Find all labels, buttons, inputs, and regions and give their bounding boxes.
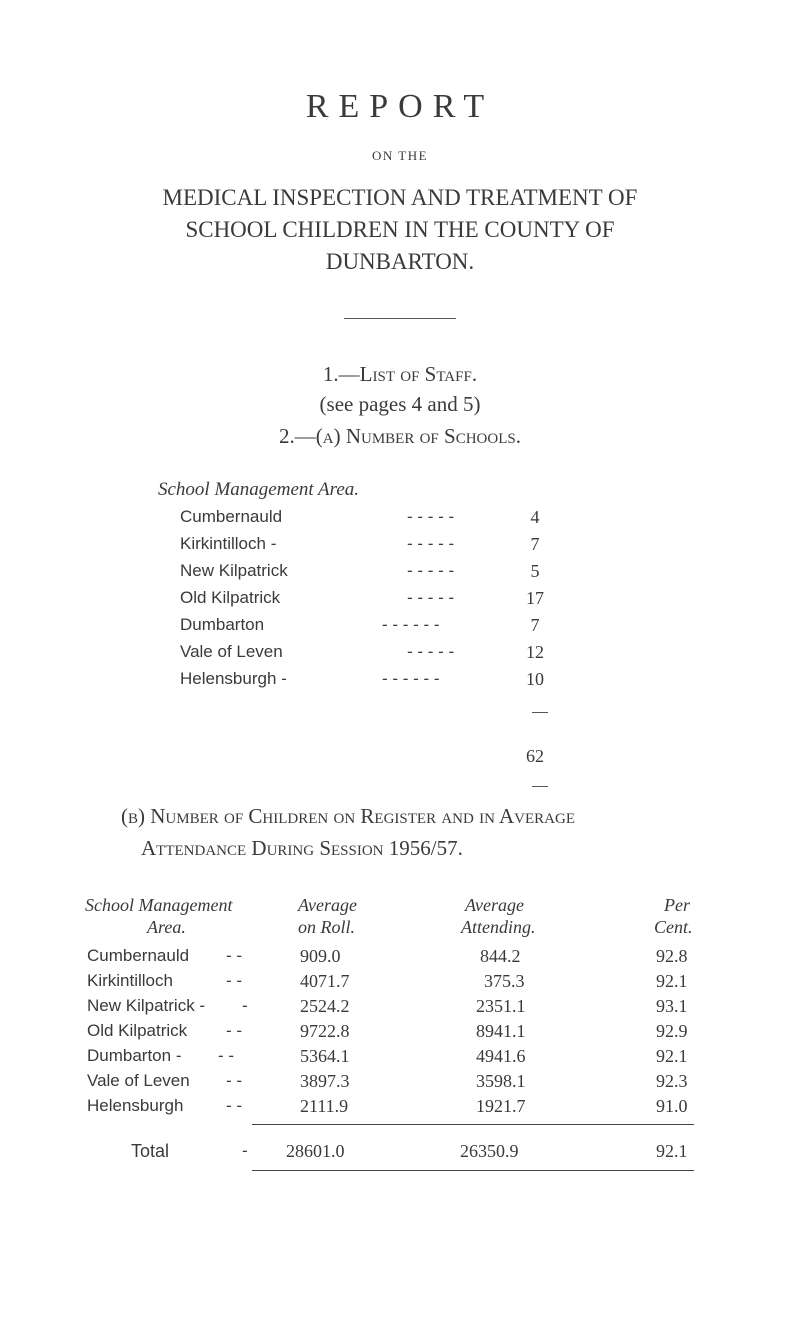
average-attending: 3598.1 — [476, 1071, 526, 1091]
total-average-on-roll: 28601.0 — [286, 1141, 345, 1161]
col-header-area-sub: Area. — [147, 917, 186, 937]
schools-total: 62 — [526, 746, 544, 766]
col-header-roll: Average — [298, 895, 357, 915]
schools-row — [180, 534, 555, 561]
register-heading-line-1: (b) Number of Children on Register and in Average — [121, 804, 575, 828]
per-cent: 92.1 — [656, 971, 688, 991]
leader-dashes: - - — [226, 971, 243, 990]
col-header-percent: Per — [664, 895, 690, 915]
school-count: 7 — [530, 615, 540, 635]
staff-list-note: (see pages 4 and 5) — [319, 392, 481, 416]
total-rule-bottom — [252, 1170, 694, 1171]
per-cent: 93.1 — [656, 996, 688, 1016]
leader-dashes: - — [242, 1141, 248, 1160]
area-name: Cumbernauld — [180, 507, 283, 526]
main-title-line-3: DUNBARTON. — [325, 249, 475, 274]
area-name: Vale of Leven — [180, 642, 283, 661]
school-count: 7 — [530, 534, 540, 554]
schools-row — [180, 588, 555, 615]
leader-dashes: - - — [218, 1046, 235, 1065]
leader-dashes: - - - - - — [407, 534, 455, 553]
total-average-attending: 26350.9 — [460, 1141, 519, 1161]
school-count: 12 — [526, 642, 544, 662]
leader-dashes: - - - - - — [407, 561, 455, 580]
col-header-attending-sub: Attending. — [461, 917, 536, 937]
main-title — [0, 182, 800, 278]
average-on-roll: 4071.7 — [300, 971, 350, 991]
school-count: 4 — [530, 507, 540, 527]
area-name: Kirkintilloch - — [180, 534, 277, 553]
school-count: 17 — [526, 588, 544, 608]
area-name: Cumbernauld — [87, 946, 190, 965]
leader-dashes: - - - - - - — [382, 615, 440, 634]
leader-dashes: - - — [226, 946, 243, 965]
main-title-line-1: MEDICAL INSPECTION AND TREATMENT OF — [162, 185, 638, 210]
sum-rule-top — [532, 712, 548, 713]
area-name: Old Kilpatrick — [87, 1021, 188, 1040]
leader-dashes: - - - - - - — [382, 669, 440, 688]
schools-row — [180, 669, 555, 696]
schools-row — [180, 642, 555, 669]
average-attending: 8941.1 — [476, 1021, 526, 1041]
report-subtitle: ON THE — [371, 148, 429, 163]
area-name: Kirkintilloch — [87, 971, 173, 990]
schools-row — [180, 615, 555, 642]
number-of-schools-heading: 2.—(a) Number of Schools. — [279, 424, 521, 448]
total-rule-top — [252, 1124, 694, 1125]
title-divider — [344, 318, 456, 319]
average-on-roll: 2524.2 — [300, 996, 350, 1016]
total-label: Total — [131, 1141, 170, 1161]
area-name: Dumbarton — [180, 615, 265, 634]
area-name: New Kilpatrick - — [87, 996, 206, 1015]
total-per-cent: 92.1 — [656, 1141, 688, 1161]
average-attending: 1921.7 — [476, 1096, 526, 1116]
leader-dashes: - - — [226, 1071, 243, 1090]
report-title: REPORT — [305, 88, 495, 125]
area-name: Dumbarton - — [87, 1046, 182, 1065]
leader-dashes: - — [242, 996, 248, 1015]
area-name: Helensburgh — [87, 1096, 184, 1115]
area-name: New Kilpatrick — [180, 561, 288, 580]
average-on-roll: 9722.8 — [300, 1021, 350, 1041]
average-attending: 844.2 — [480, 946, 521, 966]
sum-rule-bottom — [532, 786, 548, 787]
area-name: Old Kilpatrick — [180, 588, 281, 607]
col-header-percent-sub: Cent. — [654, 917, 693, 937]
school-count: 5 — [530, 561, 540, 581]
leader-dashes: - - - - - — [407, 642, 455, 661]
average-on-roll: 3897.3 — [300, 1071, 350, 1091]
col-header-attending: Average — [465, 895, 524, 915]
per-cent: 92.1 — [656, 1046, 688, 1066]
col-header-area: School Management — [85, 895, 233, 915]
area-name: Vale of Leven — [87, 1071, 190, 1090]
staff-list-heading: 1.—List of Staff. — [322, 362, 478, 386]
average-on-roll: 5364.1 — [300, 1046, 350, 1066]
average-attending: 2351.1 — [476, 996, 526, 1016]
per-cent: 92.8 — [656, 946, 688, 966]
average-on-roll: 2111.9 — [300, 1096, 349, 1116]
register-heading-line-2: Attendance During Session 1956/57. — [141, 836, 463, 860]
average-attending: 4941.6 — [476, 1046, 526, 1066]
leader-dashes: - - - - - — [407, 588, 455, 607]
col-header-roll-sub: on Roll. — [298, 917, 355, 937]
average-attending: 375.3 — [484, 971, 525, 991]
per-cent: 92.3 — [656, 1071, 688, 1091]
leader-dashes: - - — [226, 1096, 243, 1115]
schools-row — [180, 507, 555, 534]
per-cent: 91.0 — [656, 1096, 688, 1116]
area-name: Helensburgh - — [180, 669, 287, 688]
leader-dashes: - - — [226, 1021, 243, 1040]
per-cent: 92.9 — [656, 1021, 688, 1041]
school-count: 10 — [526, 669, 544, 689]
schools-row — [180, 561, 555, 588]
average-on-roll: 909.0 — [300, 946, 341, 966]
main-title-line-2: SCHOOL CHILDREN IN THE COUNTY OF — [185, 217, 615, 242]
leader-dashes: - - - - - — [407, 507, 455, 526]
area-heading: School Management Area. — [158, 479, 360, 500]
